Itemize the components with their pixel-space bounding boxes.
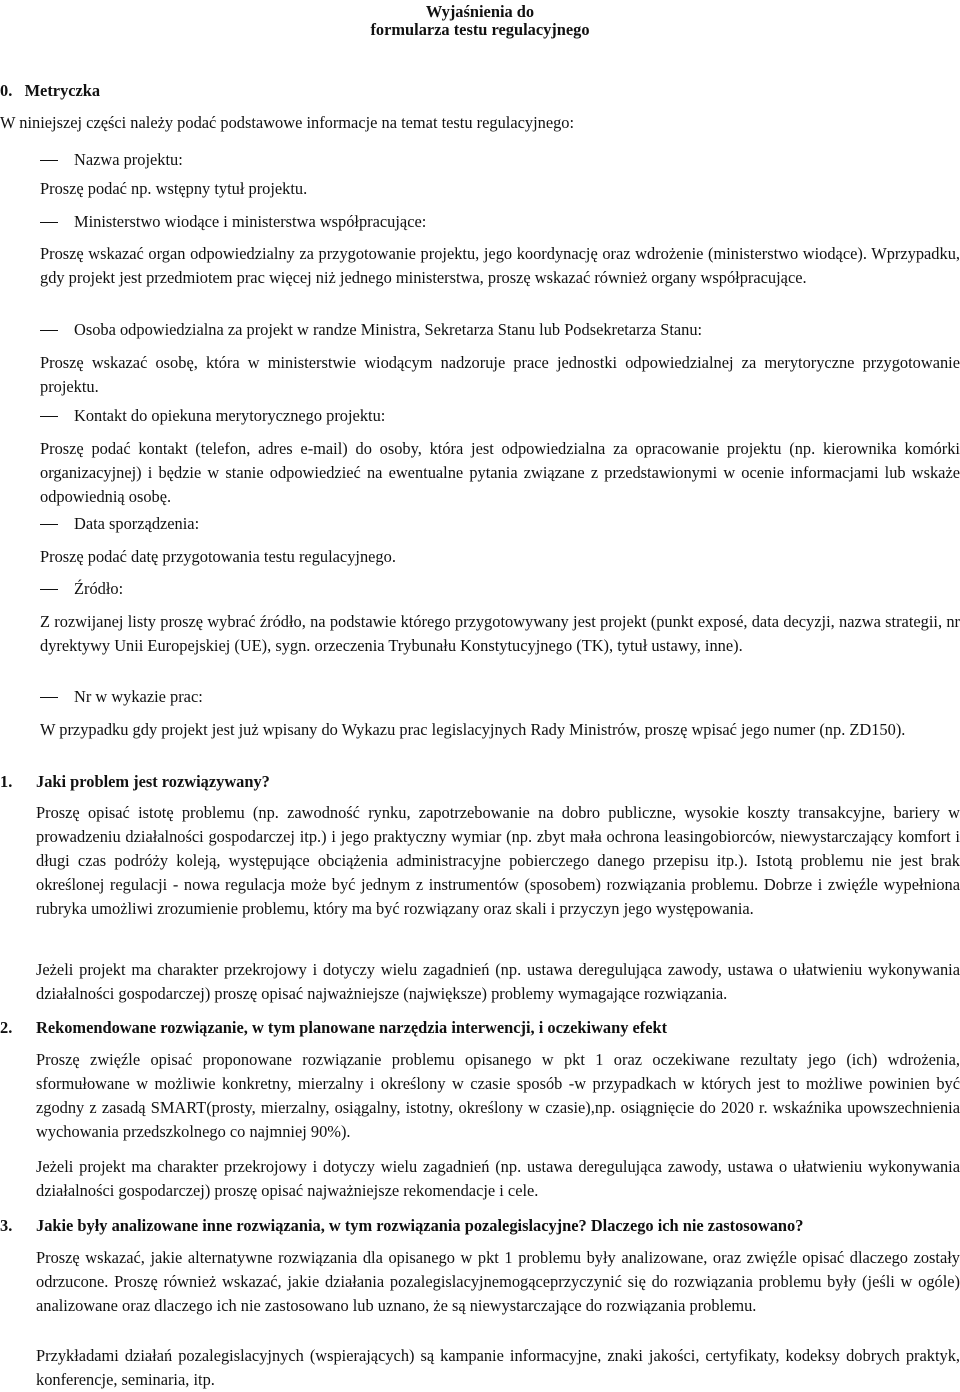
item-label: Źródło: — [74, 579, 124, 598]
item-label: Nazwa projektu: — [74, 150, 183, 169]
document-title-line-1: Wyjaśnienia do — [425, 2, 535, 21]
dash-bullet-icon — [40, 416, 58, 417]
item-description: W przypadku gdy projekt jest już wpisany do Wykazu prac legislacyjnych Rady Ministrów, proszę wpisać jego numer (np. ZD150). — [40, 720, 906, 739]
item-label: Kontakt do opiekuna merytorycznego projektu: — [74, 406, 386, 425]
section-1-number: 1. — [0, 772, 13, 791]
dash-bullet-icon — [40, 160, 58, 161]
item-label: Osoba odpowiedzialna za projekt w randze Ministra, Sekretarza Stanu lub Podsekretarza Stanu: — [74, 320, 703, 339]
item-description: Proszę podać np. wstępny tytuł projektu. — [40, 179, 308, 198]
section-2-number: 2. — [0, 1018, 13, 1037]
dash-bullet-icon — [40, 222, 58, 223]
section-3-heading: Jakie były analizowane inne rozwiązania, w tym rozwiązania pozalegislacyjne? Dlaczego ich nie zastosowano? — [36, 1216, 804, 1235]
section-1-paragraph-1: Proszę opisać istotę problemu (np. zawodność rynku, zapotrzebowanie na dobro publiczne, wysokie koszty transakcyjne, bariery w prowadzeniu działalności gospodarczej itp.) i jego praktyczny wymiar (np. zbyt mała ochrona leasingobiorców, niewystarczający komfort i długi czas podróży koleją, występujące obciążenia administracyjne pobierczego danego przepisu itp.). Istotą problemu nie jest brak określonej regulacji - nowa regulacja może być jednym z instrumentów (sposobem) rozwiązania problemu. Dobrze i zwięźle wypełniona rubryka umożliwi zrozumienie problemu, który ma być rozwiązany oraz skali i przyczyn jego występowania. — [36, 803, 960, 918]
dash-bullet-icon — [40, 697, 58, 698]
section-2-paragraph-2: Jeżeli projekt ma charakter przekrojowy i dotyczy wielu zagadnień (np. ustawa deregulująca zawody, ustawa o ułatwieniu wykonywania działalności gospodarczej) proszę opisać najważniejsze rekomendacje i cele. — [36, 1157, 960, 1200]
section-3-number: 3. — [0, 1216, 13, 1235]
section-1-heading: Jaki problem jest rozwiązywany? — [36, 772, 270, 791]
section-2-paragraph-1: Proszę zwięźle opisać proponowane rozwiązanie problemu opisanego w pkt 1 oraz oczekiwane rezultaty jego (ich) wdrożenia, sformułowane w możliwie konkretny, mierzalny i określony w czasie sposób -w przypadkach w których jest to możliwe powinien być zgodny z zasadą SMART(prosty, mierzalny, osiągalny, istotny, określony w czasie),np. osiągnięcie do 2020 r. wskaźnika upowszechnienia wychowania przedszkolnego co najmniej 90%). — [36, 1050, 960, 1141]
section-3-paragraph-2: Przykładami działań pozalegislacyjnych (wspierających) są kampanie informacyjne, znaki jakości, certyfikaty, kodeksy dobrych praktyk, konferencje, seminaria, itp. — [36, 1346, 960, 1389]
dash-bullet-icon — [40, 589, 58, 590]
dash-bullet-icon — [40, 524, 58, 525]
section-1-paragraph-2: Jeżeli projekt ma charakter przekrojowy i dotyczy wielu zagadnień (np. ustawa deregulująca zawody, ustawa o ułatwieniu wykonywania działalności gospodarczej) proszę opisać najważniejsze (największe) problemy wymagające rozwiązania. — [36, 960, 960, 1003]
section-0-heading: 0. Metryczka — [0, 81, 101, 100]
document-title-line-2: formularza testu regulacyjnego — [370, 20, 590, 39]
item-description: Proszę podać kontakt (telefon, adres e-mail) do osoby, która jest odpowiedzialna za opracowanie projektu (np. kierownika komórki organizacyjnej) i będzie w stanie odpowiedzieć na ewentualne pytania związane z przedstawionymi w ocenie informacjami lub wskaże odpowiednią osobę. — [40, 439, 960, 506]
item-description: Proszę podać datę przygotowania testu regulacyjnego. — [40, 547, 396, 566]
item-description: Proszę wskazać organ odpowiedzialny za przygotowanie projektu, jego koordynację oraz wdrożenie (ministerstwo wiodące). Wprzypadku, gdy projekt jest przedmiotem prac więcej niż jednego ministerstwa, proszę wskazać również organy współpracujące. — [40, 244, 960, 287]
item-label: Nr w wykazie prac: — [74, 687, 203, 706]
item-label: Data sporządzenia: — [74, 514, 200, 533]
section-0-intro: W niniejszej części należy podać podstawowe informacje na temat testu regulacyjnego: — [0, 113, 575, 132]
item-label: Ministerstwo wiodące i ministerstwa współpracujące: — [74, 212, 427, 231]
item-description: Z rozwijanej listy proszę wybrać źródło, na podstawie którego przygotowywany jest projekt (punkt exposé, data decyzji, nazwa strategii, nr dyrektywy Unii Europejskiej (UE), sygn. orzeczenia Trybunału Konstytucyjnego (TK), tytuł ustawy, inne). — [40, 612, 960, 655]
dash-bullet-icon — [40, 330, 58, 331]
section-2-heading: Rekomendowane rozwiązanie, w tym planowane narzędzia interwencji, i oczekiwany efekt — [36, 1018, 668, 1037]
section-3-paragraph-1: Proszę wskazać, jakie alternatywne rozwiązania dla opisanego w pkt 1 problemu były analizowane, oraz zwięźle opisać dlaczego zostały odrzucone. Proszę również wskazać, jakie działania pozalegislacyjnemogąceprzyczynić się do rozwiązania problemu były (jeśli w ogóle) analizowane oraz dlaczego ich nie zastosowano lub uznano, że są niewystarczające do rozwiązania problemu. — [36, 1248, 960, 1315]
item-description: Proszę wskazać osobę, która w ministerstwie wiodącym nadzoruje prace jednostki odpowiedzialnej za merytoryczne przygotowanie projektu. — [40, 353, 960, 396]
